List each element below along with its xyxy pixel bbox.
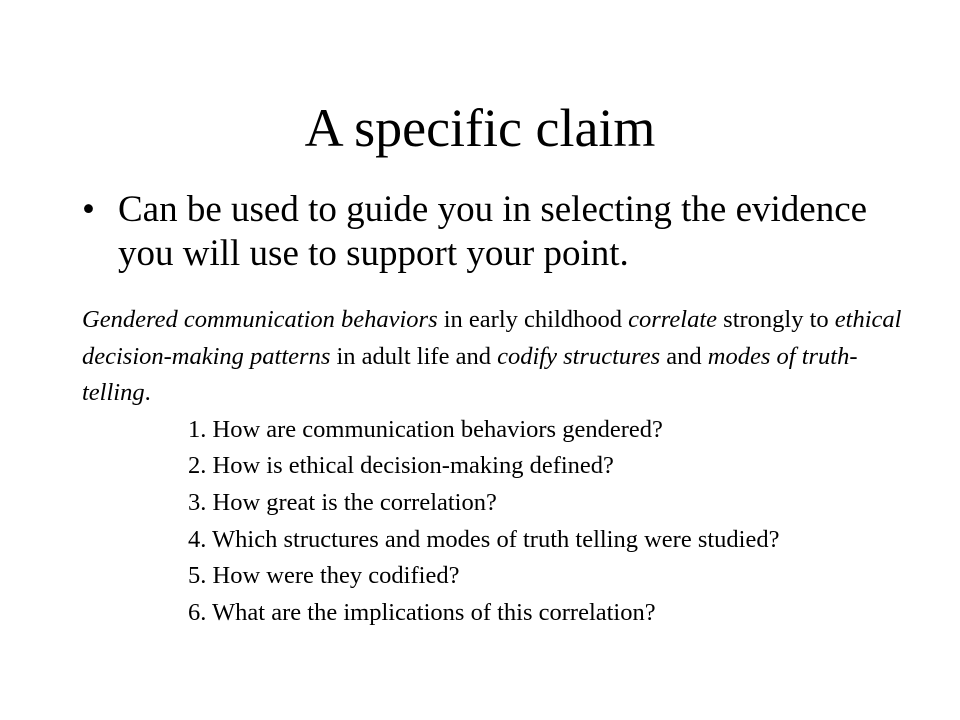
- slide-title: A specific claim: [304, 98, 656, 158]
- claim-run: Gendered communication behaviors: [82, 306, 438, 333]
- claim-run: and: [660, 342, 708, 370]
- claim-run: modes of truth-telling: [82, 342, 858, 407]
- claim-run: ethical decision-making patterns: [82, 306, 902, 370]
- claim-run: codify structures: [497, 342, 661, 370]
- claim-run: .: [144, 379, 151, 407]
- claim-run: in adult life and: [330, 342, 498, 370]
- claim-run: correlate: [628, 306, 718, 333]
- question-item: 6. What are the implications of this correlation?: [188, 598, 656, 626]
- question-item: 4. Which structures and modes of truth telling were studied?: [188, 525, 780, 553]
- bullet-point: [82, 188, 912, 276]
- question-item: 5. How were they codified?: [188, 562, 460, 590]
- question-item: 1. How are communication behaviors gendered?: [188, 415, 663, 443]
- claim-example: [82, 302, 912, 631]
- claim-statement: [82, 302, 912, 412]
- question-item: 2. How is ethical decision-making defined?: [188, 452, 614, 480]
- question-item: 3. How great is the correlation?: [188, 488, 497, 516]
- claim-run: in early childhood: [437, 306, 629, 333]
- bullet-text: Can be used to guide you in selecting the evidence you will use to support your point.: [118, 189, 868, 274]
- claim-run: strongly to: [717, 306, 835, 333]
- bullet-marker: •: [82, 189, 95, 230]
